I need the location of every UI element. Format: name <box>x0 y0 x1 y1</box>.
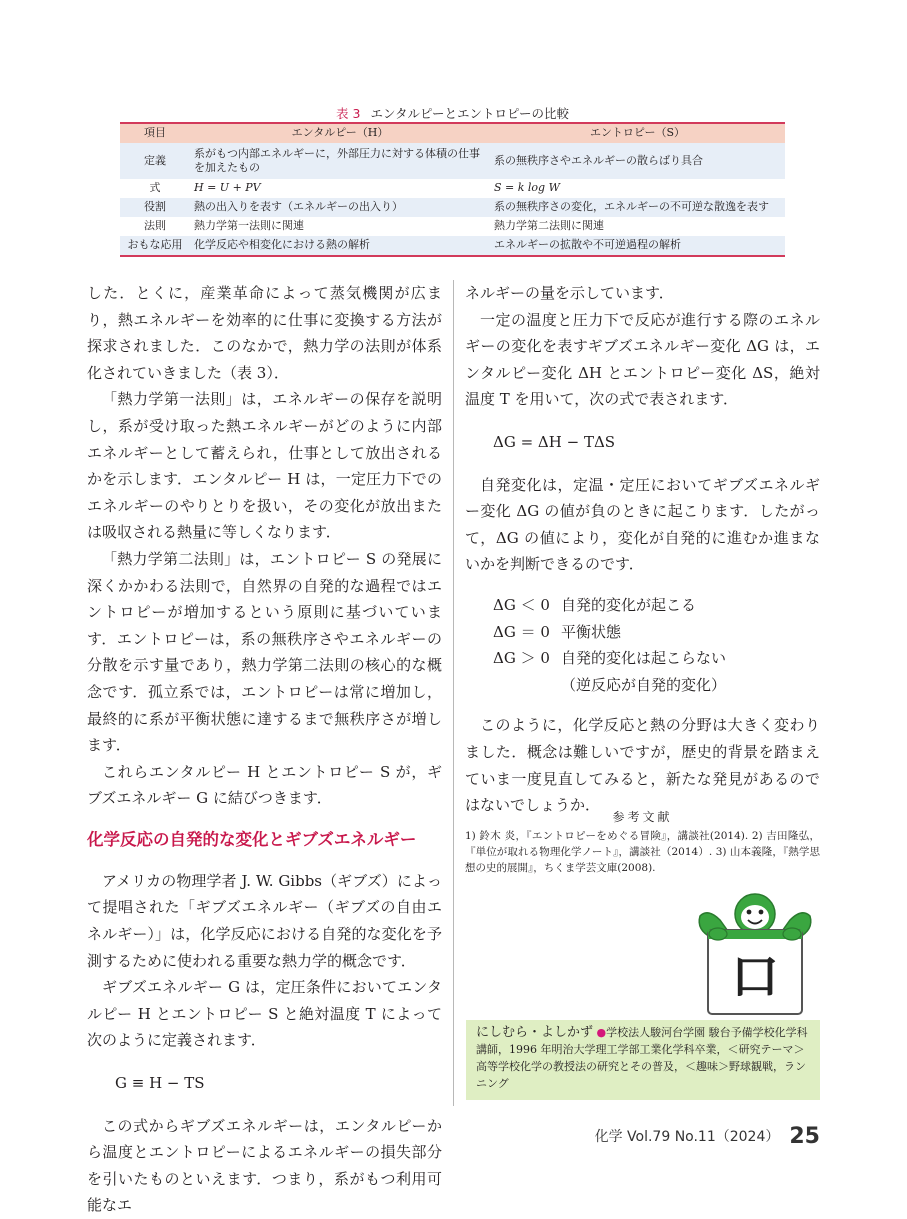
author-name: にしむら・よしかず <box>476 1025 594 1040</box>
body-paragraph: このように，化学反応と熱の分野は大きく変わりました．概念は難しいですが，歴史的背景を踏まえていま一度見直してみると，新たな発見があるのではないでしょうか． <box>465 716 820 815</box>
table-header-entropy: エントロピー（S） <box>490 123 785 143</box>
table-cell-entropy: 系の無秩序さやエネルギーの散らばり具合 <box>490 143 785 179</box>
right-column <box>465 280 820 819</box>
condition-note: （逆反応が自発的変化） <box>561 675 727 694</box>
table-cell-enthalpy: 系がもつ内部エネルギーに，外部圧力に対する体積の仕事を加えたもの <box>190 143 490 179</box>
table-cell-enthalpy: 化学反応や相変化における熱の解析 <box>190 236 490 256</box>
table-cell-enthalpy: H = U + PV <box>194 181 261 195</box>
page-footer <box>560 1124 820 1149</box>
table-cell-item: 役割 <box>120 198 190 217</box>
table-cell-item: 式 <box>149 181 161 195</box>
body-paragraph: ギブズエネルギー G は，定圧条件においてエンタルピー H とエントロピー S と絶対温度 T によって次のように定義されます． <box>87 978 442 1050</box>
equation-gibbs-definition: G ≡ H − TS <box>115 1074 205 1093</box>
body-paragraph: ネルギーの量を示しています． <box>465 284 674 302</box>
references-list: 1) 鈴木 炎，『エントロピーをめぐる冒険』，講談社(2014). 2) 吉田隆弘，『単位が取れる物理化学ノート』，講談社（2014）. 3) 山本義隆，『熱学思想の史的展開』，ちくま学芸文庫(2008). <box>465 830 820 874</box>
author-profile <box>466 1020 820 1100</box>
mascot-icon <box>690 890 820 1015</box>
table-cell-enthalpy: 熱の出入りを表す（エネルギーの出入り） <box>190 198 490 217</box>
table-cell-entropy: エネルギーの拡散や不可逆過程の解析 <box>490 236 785 256</box>
condition-row <box>493 619 820 646</box>
table-title: エンタルピーとエントロピーの比較 <box>370 106 569 121</box>
table-cell-entropy: S = k log W <box>494 181 560 195</box>
condition-meaning: 自発的変化は起こらない <box>561 649 727 668</box>
section-heading: 化学反応の自発的な変化とギブズエネルギー <box>87 829 417 849</box>
journal-info: 化学 Vol.79 No.11（2024） <box>594 1129 780 1145</box>
condition-expression: ΔG ＞ 0 <box>493 649 550 668</box>
condition-meaning: 平衡状態 <box>561 622 622 641</box>
table-row <box>120 143 785 179</box>
table-caption <box>120 104 785 122</box>
body-paragraph: アメリカの物理学者 J. W. Gibbs（ギブズ）によって提唱された「ギブズエネルギー（ギブズの自由エネルギー）」は，化学反応における自発的な変化を予測するために使われる重要な熱力学的概念です． <box>87 871 442 970</box>
table-cell-entropy: 系の無秩序さの変化，エネルギーの不可逆な散逸を表す <box>490 198 785 217</box>
table-cell-entropy: 熱力学第二法則に関連 <box>494 219 604 233</box>
table-number: 表 3 <box>336 106 361 121</box>
body-paragraph: これらエンタルピー H とエントロピー S が，ギブズエネルギー G に結びつきます． <box>87 762 442 808</box>
condition-row <box>493 645 820 672</box>
column-divider <box>453 280 454 1106</box>
condition-expression: ΔG ＝ 0 <box>493 622 550 641</box>
condition-row <box>493 592 820 619</box>
body-paragraph: 「熱力学第一法則」は，エネルギーの保存を説明し，系が受け取った熱エネルギーがどのように内部エネルギーとして蓄えられ，仕事として放出されるかを示します．エンタルピー H は，一定圧力下でのエネルギーのやりとりを扱い，その変化が放出または吸収される熱量に等しくなります． <box>87 390 442 542</box>
condition-meaning: 自発的変化が起こる <box>561 595 697 614</box>
condition-expression: ΔG ＜ 0 <box>493 595 550 614</box>
mascot-illustration <box>690 890 820 1015</box>
body-paragraph: この式からギブズエネルギーは，エンタルピーから温度とエントロピーによるエネルギーの損失部分を引いたものといえます．つまり，系がもつ利用可能なエ <box>87 1116 442 1215</box>
table-cell-item: 定義 <box>120 143 190 179</box>
page-number: 25 <box>789 1124 820 1149</box>
table-row <box>120 236 785 256</box>
spontaneity-conditions <box>465 592 820 698</box>
table-header-enthalpy: エンタルピー（H） <box>190 123 490 143</box>
author-bio: 学校法人駿河台学園 駿台予備学校化学科講師，1996 年明治大学理工学部工業化学科卒業，＜研究テーマ＞高等学校化学の教授法の研究とその普及，＜趣味＞野球観戦，ランニング <box>476 1026 808 1090</box>
table-header-item: 項目 <box>120 123 190 143</box>
body-paragraph: 一定の温度と圧力下で反応が進行する際のエネルギーの変化を表すギブズエネルギー変化 ΔG は，エンタルピー変化 ΔH とエントロピー変化 ΔS，絶対温度 T を用いて，次の式で表されます． <box>465 310 820 409</box>
body-paragraph: した．とくに，産業革命によって蒸気機関が広まり，熱エネルギーを効率的に仕事に変換する方法が探求されました．このなかで，熱力学の法則が体系化されていきました（表 3）． <box>87 284 442 382</box>
table-cell-item: おもな応用 <box>120 236 190 256</box>
comparison-table <box>120 122 785 257</box>
mascot-sign-text: 口 <box>730 949 780 1005</box>
left-column <box>87 280 442 1219</box>
table-row <box>120 198 785 217</box>
table-cell-item: 法則 <box>144 219 166 233</box>
body-paragraph: 自発変化は，定温・定圧においてギブズエネルギー変化 ΔG の値が負のときに起こります．したがって，ΔG の値により，変化が自発的に進むか進まないかを判断できるのです． <box>465 475 820 574</box>
references-title: 参考文献 <box>612 810 673 824</box>
table-cell-enthalpy: 熱力学第一法則に関連 <box>194 219 304 233</box>
bullet-dot-icon: ● <box>596 1026 607 1039</box>
table-row <box>120 179 785 198</box>
body-paragraph: 「熱力学第二法則」は，エントロピー S の発展に深くかかわる法則で，自然界の自発的な過程ではエントロピーが増加するという原則に基づいています．エントロピーは，系の無秩序さやエネルギーの分散を示す量であり，熱力学第二法則の核心的な概念です．孤立系では，エントロピーは常に増加し，最終的に系が平衡状態に達するまで無秩序さが増します． <box>87 549 442 755</box>
equation-gibbs-change: ΔG = ΔH − TΔS <box>493 432 616 451</box>
table-row <box>120 217 785 236</box>
